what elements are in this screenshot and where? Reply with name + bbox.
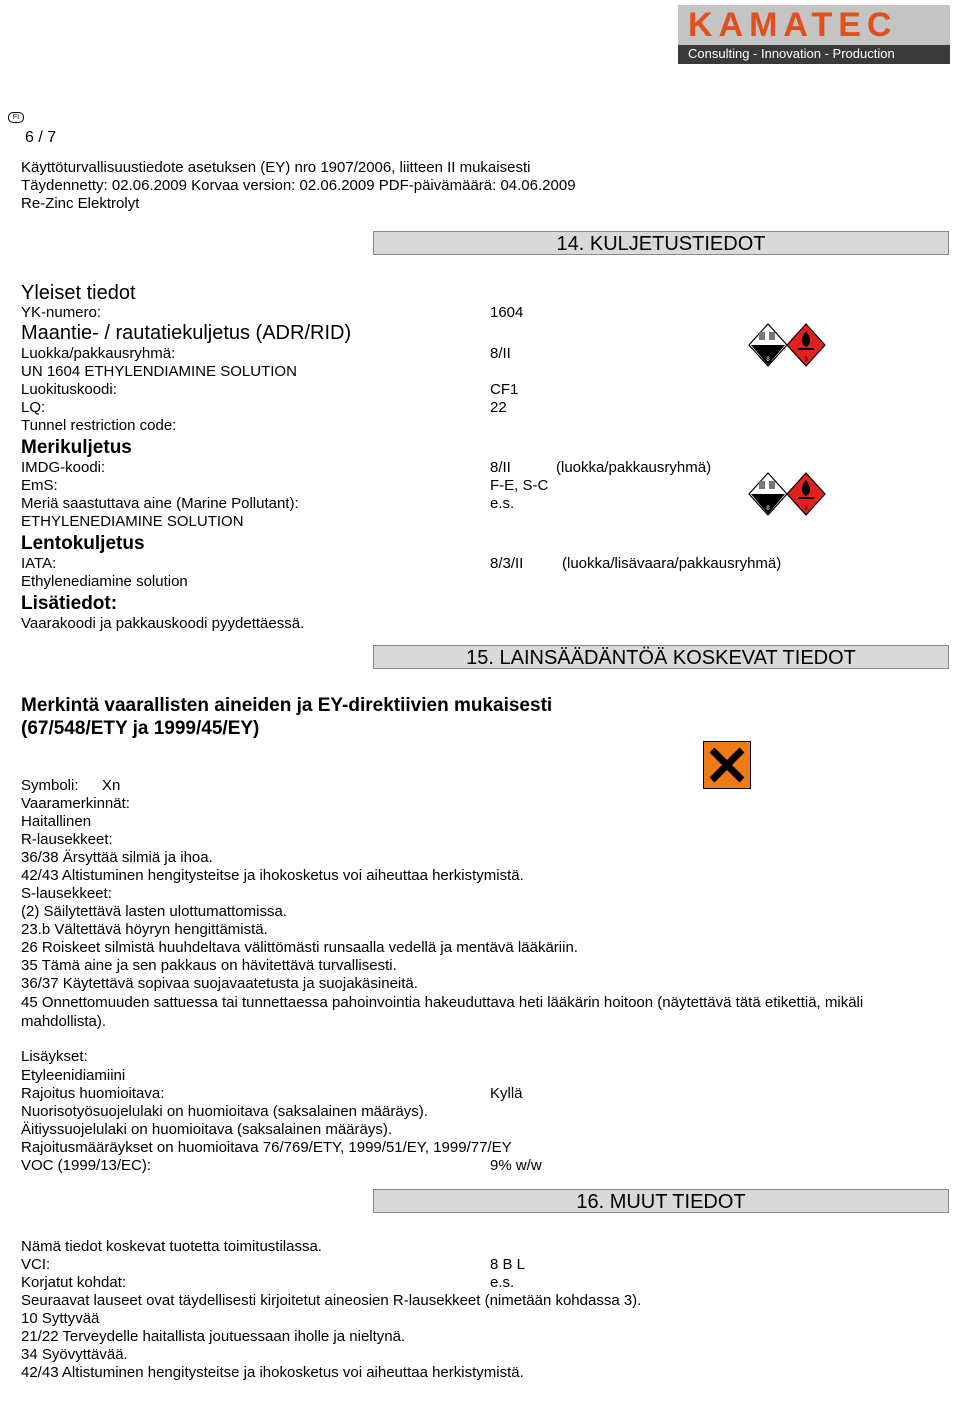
company-logo bbox=[678, 5, 950, 64]
imdg-pictograms bbox=[748, 472, 828, 516]
s16-intro: Nämä tiedot koskevat tuotetta toimitustilassa. bbox=[21, 1238, 322, 1255]
tunnel-label: Tunnel restriction code: bbox=[21, 417, 177, 434]
s15-line: 45 Onnettomuuden sattuessa tai tunnettaessa pahoinvointia hakeuduttava heti lääkärin hoitoon (näytettävä tätä etikettiä, mikäli bbox=[21, 994, 864, 1011]
voc-label: VOC (1999/13/EC): bbox=[21, 1157, 152, 1174]
symbol-label: Symboli: bbox=[21, 777, 79, 794]
labelling-heading-1: Merkintä vaarallisten aineiden ja EY-direktiivien mukaisesti bbox=[21, 695, 553, 716]
section-16-title: 16. MUUT TIEDOT bbox=[373, 1189, 949, 1213]
svg-text:8: 8 bbox=[766, 506, 770, 512]
imdg-value: 8/II bbox=[490, 459, 511, 476]
marine-pollutant-label: Meriä saastuttava aine (Marine Pollutant): bbox=[21, 495, 299, 512]
s16-line: Seuraavat lauseet ovat täydellisesti kirjoitetut aineosien R-lausekkeet (nimetään kohdassa 3). bbox=[21, 1292, 642, 1309]
product-name: Re-Zinc Elektrolyt bbox=[21, 195, 140, 212]
s15-line: 35 Tämä aine ja sen pakkaus on hävitettävä turvallisesti. bbox=[21, 957, 397, 974]
corrosive-pictogram bbox=[749, 324, 787, 366]
s15-line: 26 Roiskeet silmistä huuhdeltava välittömästi runsaalla vedellä ja mentävä lääkäriin. bbox=[21, 939, 578, 956]
class-value: 8/II bbox=[490, 345, 511, 362]
iata-note: (luokka/lisävaara/pakkausryhmä) bbox=[562, 555, 782, 572]
s16-line: 34 Syövyttävää. bbox=[21, 1346, 128, 1363]
sea-heading: Merikuljetus bbox=[21, 437, 132, 458]
classification-code-value: CF1 bbox=[490, 381, 519, 398]
labelling-heading-2: (67/548/ETY ja 1999/45/EY) bbox=[21, 718, 260, 739]
harmful-xn-icon bbox=[703, 741, 751, 789]
section-14-title: 14. KULJETUSTIEDOT bbox=[373, 231, 949, 255]
extra-text: Vaarakoodi ja pakkauskoodi pyydettäessä. bbox=[21, 615, 305, 632]
svg-text:3: 3 bbox=[804, 506, 808, 512]
road-heading: Maantie- / rautatiekuljetus (ADR/RID) bbox=[21, 322, 352, 344]
s15-line: Haitallinen bbox=[21, 813, 92, 830]
vci-value: 8 B L bbox=[490, 1256, 526, 1273]
s15-line: 36/38 Ärsyttää silmiä ja ihoa. bbox=[21, 849, 213, 866]
adr-pictograms bbox=[748, 323, 828, 367]
additions-line: Äitiyssuojelulaki on huomioitava (saksalainen määräys). bbox=[21, 1121, 393, 1138]
section-15-title: 15. LAINSÄÄDÄNTÖÄ KOSKEVAT TIEDOT bbox=[373, 645, 949, 669]
vci-label: VCI: bbox=[21, 1256, 51, 1273]
s15-line: Vaaramerkinnät: bbox=[21, 795, 130, 812]
imdg-note: (luokka/pakkausryhmä) bbox=[556, 459, 712, 476]
marine-pollutant-value: e.s. bbox=[490, 495, 515, 512]
air-proper-name: Ethylenediamine solution bbox=[21, 573, 188, 590]
s16-line: 42/43 Altistuminen hengitysteitse ja ihokosketus voi aiheuttaa herkistymistä. bbox=[21, 1364, 524, 1381]
additions-line: Etyleenidiamiini bbox=[21, 1067, 126, 1084]
additions-line: Rajoitusmääräykset on huomioitava 76/769/ETY, 1999/51/EY, 1999/77/EY bbox=[21, 1139, 512, 1156]
s16-line: 21/22 Terveydelle haitallista joutuessaan iholle ja nieltynä. bbox=[21, 1328, 406, 1345]
ems-value: F-E, S-C bbox=[490, 477, 549, 494]
flammable-liquid-pictogram bbox=[787, 324, 825, 366]
s15-line: R-lausekkeet: bbox=[21, 831, 113, 848]
s15-line: 36/37 Käytettävä sopivaa suojavaatetusta ja suojakäsineitä. bbox=[21, 975, 418, 992]
ems-label: EmS: bbox=[21, 477, 58, 494]
svg-text:8: 8 bbox=[766, 357, 770, 363]
iata-label: IATA: bbox=[21, 555, 57, 572]
s15-line: S-lausekkeet: bbox=[21, 885, 112, 902]
air-heading: Lentokuljetus bbox=[21, 533, 145, 554]
lq-value: 22 bbox=[490, 399, 507, 416]
logo-wordmark: KAMATEC bbox=[688, 6, 898, 44]
un-value: 1604 bbox=[490, 304, 524, 321]
un-name: UN 1604 ETHYLENDIAMINE SOLUTION bbox=[21, 363, 297, 380]
restriction-label: Rajoitus huomioitava: bbox=[21, 1085, 165, 1102]
logo-tagline: Consulting - Innovation - Production bbox=[688, 46, 895, 61]
iata-value: 8/3/II bbox=[490, 555, 524, 572]
s15-line: 42/43 Altistuminen hengitysteitse ja ihokosketus voi aiheuttaa herkistymistä. bbox=[21, 867, 524, 884]
extra-heading: Lisätiedot: bbox=[21, 593, 118, 614]
symbol-value: Xn bbox=[102, 777, 121, 794]
corrected-label: Korjatut kohdat: bbox=[21, 1274, 127, 1291]
corrosive-pictogram bbox=[749, 473, 787, 515]
voc-value: 9% w/w bbox=[490, 1157, 542, 1174]
flammable-liquid-pictogram bbox=[787, 473, 825, 515]
s16-line: 10 Syttyvää bbox=[21, 1310, 100, 1327]
general-heading: Yleiset tiedot bbox=[21, 282, 136, 304]
class-label: Luokka/pakkausryhmä: bbox=[21, 345, 176, 362]
s15-line: (2) Säilytettävä lasten ulottumattomissa. bbox=[21, 903, 287, 920]
additions-line: Nuorisotyösuojelulaki on huomioitava (saksalainen määräys). bbox=[21, 1103, 428, 1120]
svg-text:3: 3 bbox=[804, 357, 808, 363]
additions-label: Lisäykset: bbox=[21, 1048, 88, 1065]
un-label: YK-numero: bbox=[21, 304, 102, 321]
restriction-value: Kyllä bbox=[490, 1085, 523, 1102]
imdg-label: IMDG-koodi: bbox=[21, 459, 106, 476]
classification-code-label: Luokituskoodi: bbox=[21, 381, 117, 398]
s15-line: mahdollista). bbox=[21, 1013, 107, 1030]
sea-proper-name: ETHYLENEDIAMINE SOLUTION bbox=[21, 513, 244, 530]
page-number: 6 / 7 bbox=[25, 129, 57, 146]
header-dates: Täydennetty: 02.06.2009 Korvaa version: 02.06.2009 PDF-päivämäärä: 04.06.2009 bbox=[21, 177, 576, 194]
s15-line: 23.b Vältettävä höyryn hengittämistä. bbox=[21, 921, 268, 938]
lq-label: LQ: bbox=[21, 399, 46, 416]
language-badge: FI bbox=[8, 112, 24, 123]
header-regulation: Käyttöturvallisuustiedote asetuksen (EY) nro 1907/2006, liitteen II mukaisesti bbox=[21, 159, 531, 176]
corrected-value: e.s. bbox=[490, 1274, 515, 1291]
